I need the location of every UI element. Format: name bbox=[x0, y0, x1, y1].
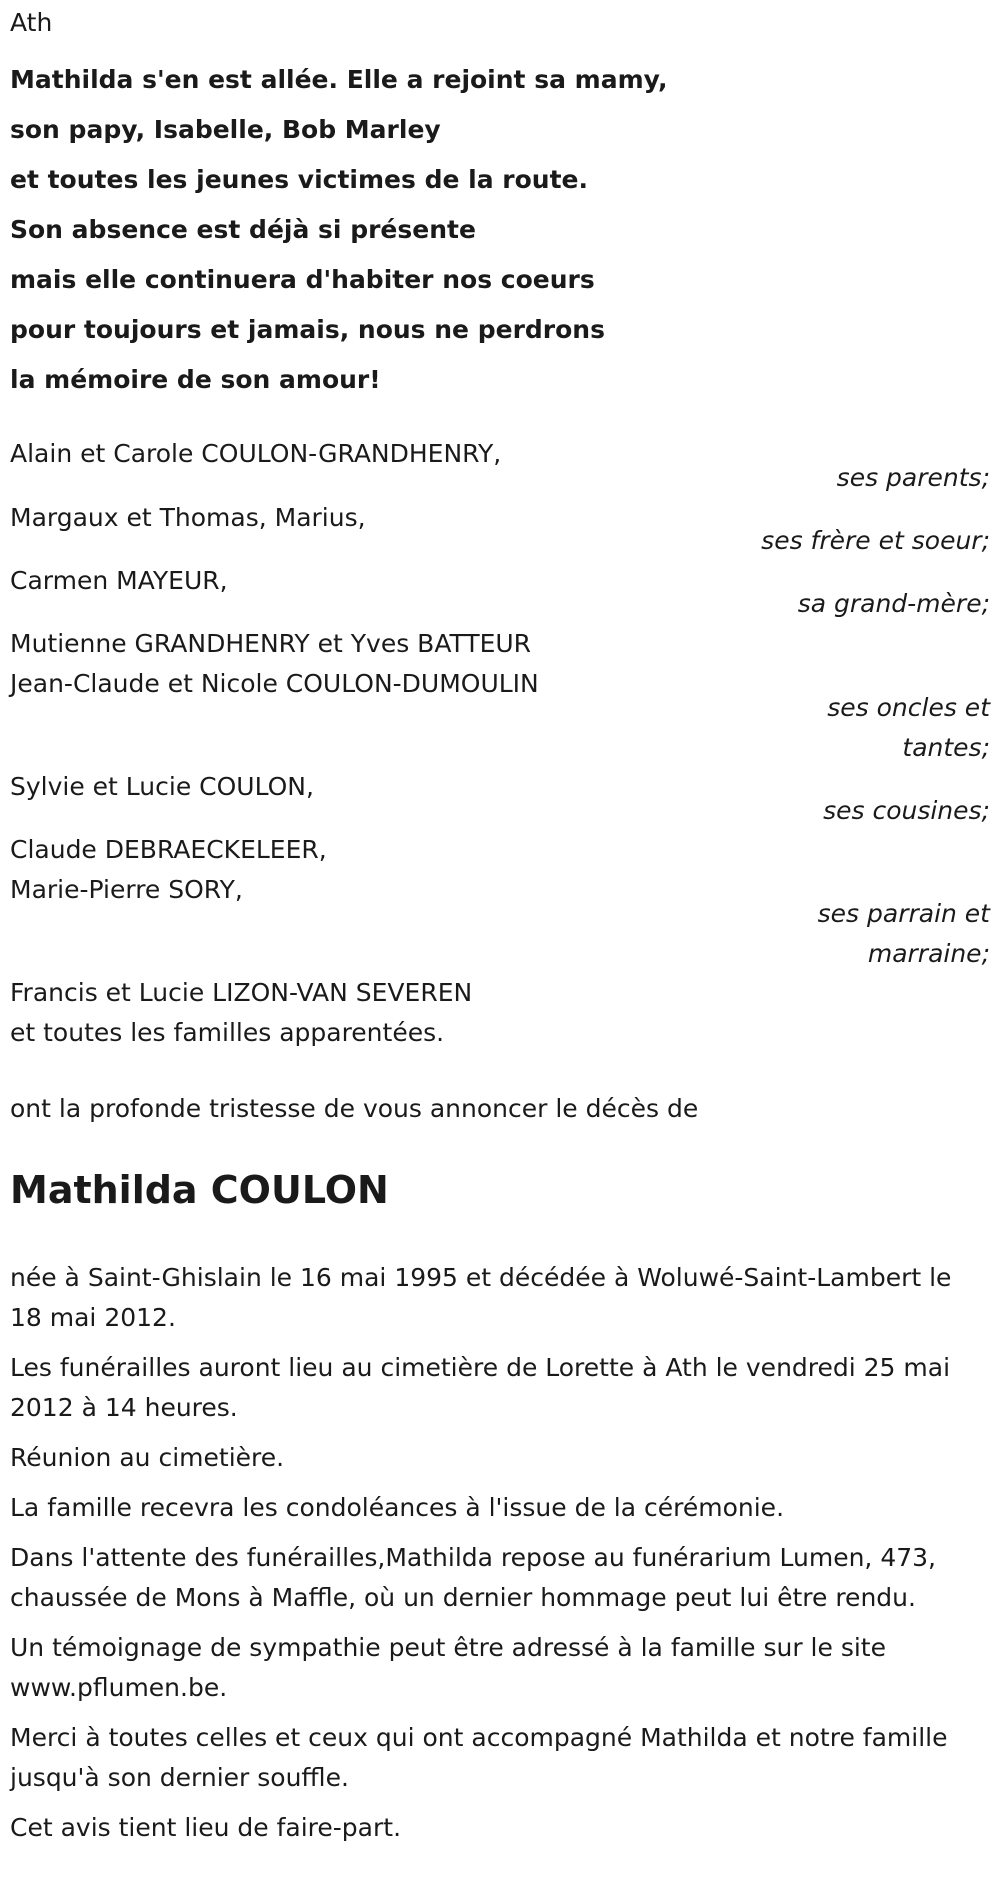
siblings-relation: ses frère et soeur; bbox=[761, 526, 990, 555]
parents-relation: ses parents; bbox=[836, 463, 990, 492]
poem-line: pour toujours et jamais, nous ne perdrons bbox=[10, 315, 605, 344]
poem-line: et toutes les jeunes victimes de la route. bbox=[10, 165, 588, 194]
cousins-relation: ses cousines; bbox=[823, 796, 990, 825]
funeral-info: Les funérailles auront lieu au cimetière de Lorette à Ath le vendredi 25 mai 2012 à 14 heures. bbox=[10, 1353, 951, 1422]
city-label: Ath bbox=[10, 8, 53, 37]
others-line2: et toutes les familles apparentées. bbox=[10, 1018, 445, 1047]
parents-names: Alain et Carole COULON-GRANDHENRY, bbox=[10, 439, 502, 468]
announcement: ont la profonde tristesse de vous annoncer le décès de bbox=[10, 1094, 699, 1123]
poem-line: Mathilda s'en est allée. Elle a rejoint sa mamy, bbox=[10, 65, 668, 94]
godparents-names-line1: Claude DEBRAECKELEER, bbox=[10, 835, 327, 864]
meeting-info: Réunion au cimetière. bbox=[10, 1443, 285, 1472]
condolences-info: La famille recevra les condoléances à l'issue de la cérémonie. bbox=[10, 1493, 785, 1522]
grandmother-relation: sa grand-mère; bbox=[797, 589, 990, 618]
godparents-relation-line1: ses parrain et bbox=[817, 899, 990, 928]
uncles-relation-line2: tantes; bbox=[902, 733, 990, 762]
cousins-names: Sylvie et Lucie COULON, bbox=[10, 772, 314, 801]
sympathy-info: Un témoignage de sympathie peut être adressé à la famille sur le site www.pflumen.be. bbox=[10, 1633, 886, 1702]
siblings-names: Margaux et Thomas, Marius, bbox=[10, 503, 366, 532]
grandmother-names: Carmen MAYEUR, bbox=[10, 566, 228, 595]
poem-line: son papy, Isabelle, Bob Marley bbox=[10, 115, 441, 144]
funerarium-info: Dans l'attente des funérailles,Mathilda repose au funérarium Lumen, 473, chaussée de Mons à Maffle, où un dernier hommage peut lui être rendu. bbox=[10, 1543, 936, 1612]
thanks-text: Merci à toutes celles et ceux qui ont accompagné Mathilda et notre famille jusqu'à son dernier souffle. bbox=[10, 1723, 948, 1792]
poem-line: Son absence est déjà si présente bbox=[10, 215, 476, 244]
deceased-name: Mathilda COULON bbox=[10, 1168, 389, 1212]
details bbox=[10, 1258, 985, 1858]
poem-line: mais elle continuera d'habiter nos coeurs bbox=[10, 265, 595, 294]
godparents-names-line2: Marie-Pierre SORY, bbox=[10, 875, 243, 904]
notice-text: Cet avis tient lieu de faire-part. bbox=[10, 1813, 402, 1842]
birth-death-info: née à Saint-Ghislain le 16 mai 1995 et décédée à Woluwé-Saint-Lambert le 18 mai 2012. bbox=[10, 1263, 952, 1332]
poem-line: la mémoire de son amour! bbox=[10, 365, 381, 394]
poem bbox=[10, 55, 667, 405]
others-line1: Francis et Lucie LIZON-VAN SEVEREN bbox=[10, 978, 473, 1007]
uncles-relation-line1: ses oncles et bbox=[827, 693, 990, 722]
uncles-names-line1: Mutienne GRANDHENRY et Yves BATTEUR bbox=[10, 629, 532, 658]
godparents-relation-line2: marraine; bbox=[867, 939, 990, 968]
uncles-names-line2: Jean-Claude et Nicole COULON-DUMOULIN bbox=[10, 669, 539, 698]
